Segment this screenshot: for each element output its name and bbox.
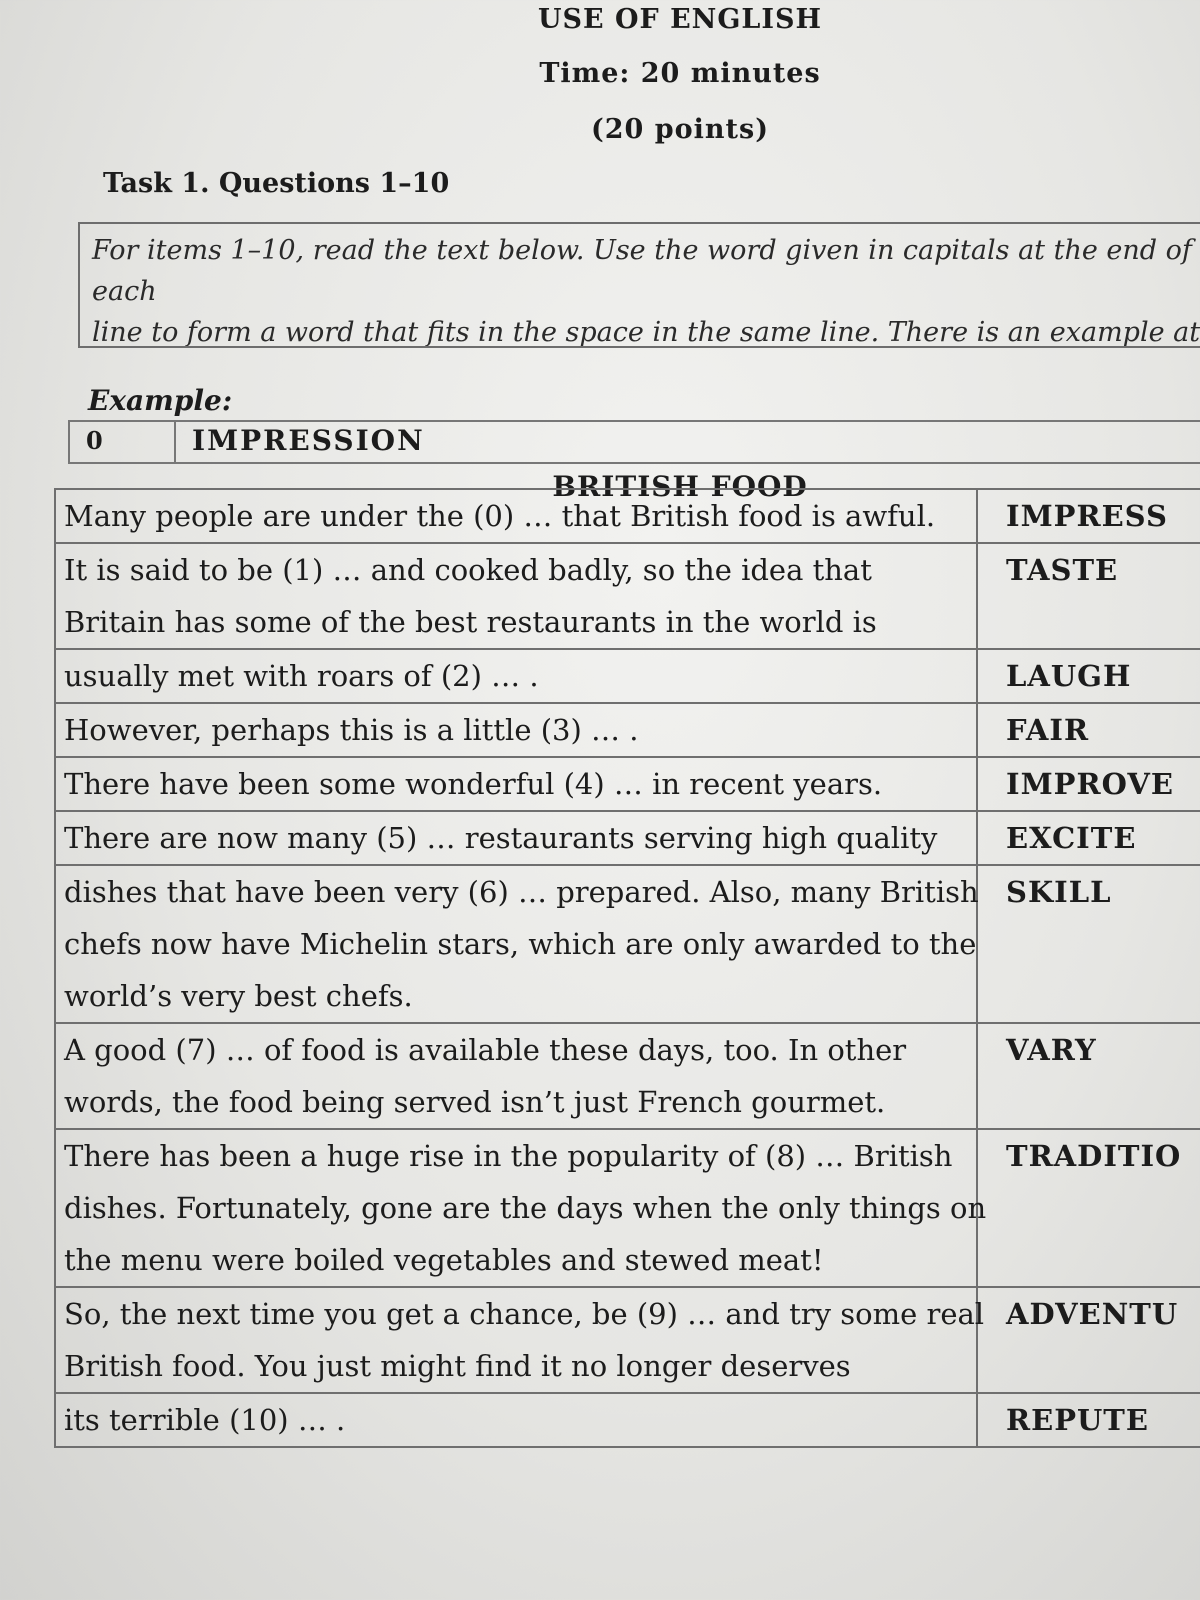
stem-word-cell: LAUGH xyxy=(977,649,1200,703)
stem-word-cell: REPUTE xyxy=(977,1393,1200,1447)
passage-line: It is said to be (1) … and cooked badly, so the idea that xyxy=(64,553,872,587)
example-box xyxy=(68,420,1200,464)
table-row xyxy=(55,489,1200,543)
stem-word-cell: ADVENTU xyxy=(977,1287,1200,1393)
stem-word-cell: EXCITE xyxy=(977,811,1200,865)
passage-line: So, the next time you get a chance, be (9) … and try some real xyxy=(64,1297,985,1331)
section-title: USE OF ENGLISH xyxy=(537,4,823,35)
table-row xyxy=(55,811,1200,865)
passage-text-cell xyxy=(55,1393,977,1447)
passage-text-cell xyxy=(55,757,977,811)
passage-text-cell xyxy=(55,1129,987,1287)
text-title: BRITISH FOOD xyxy=(552,470,808,503)
passage-text-cell xyxy=(55,543,977,649)
passage-line: words, the food being served isn’t just French gourmet. xyxy=(64,1085,886,1119)
time-limit: Time: 20 minutes xyxy=(539,58,821,89)
passage-line: its terrible (10) … . xyxy=(64,1403,346,1437)
passage-line: British food. You just might find it no longer deserves xyxy=(64,1349,851,1383)
passage-line: the menu were boiled vegetables and stewed meat! xyxy=(64,1243,824,1277)
passage-line: There have been some wonderful (4) … in recent years. xyxy=(64,767,883,801)
stem-word-cell: IMPRESS xyxy=(977,489,1200,543)
passage-line: A good (7) … of food is available these days, too. In other xyxy=(64,1033,907,1067)
table-row xyxy=(55,543,1200,649)
passage-text-cell xyxy=(55,489,977,543)
table-row xyxy=(55,757,1200,811)
passage-text-cell xyxy=(55,811,977,865)
table-row xyxy=(55,1129,1200,1287)
points-total: (20 points) xyxy=(591,114,769,145)
passage-line: dishes. Fortunately, gone are the days when the only things on xyxy=(64,1191,987,1225)
passage-line: There are now many (5) … restaurants serving high quality xyxy=(64,821,938,855)
table-row xyxy=(55,703,1200,757)
stem-word-cell: TRADITIO xyxy=(977,1129,1200,1287)
passage-line: dishes that have been very (6) … prepared. Also, many British xyxy=(64,875,979,909)
example-label: Example: xyxy=(88,384,233,417)
stem-word-cell: SKILL xyxy=(977,865,1200,1023)
passage-line: world’s very best chefs. xyxy=(64,979,413,1013)
passage-line: Many people are under the (0) … that British food is awful. xyxy=(64,499,936,533)
passage-text-cell xyxy=(55,1287,985,1393)
passage-line: However, perhaps this is a little (3) … . xyxy=(64,713,639,747)
stem-word-cell: IMPROVE xyxy=(977,757,1200,811)
table-row xyxy=(55,1287,1200,1393)
table-row xyxy=(55,1023,1200,1129)
table-row xyxy=(55,865,1200,1023)
instructions-box: For items 1–10, read the text below. Use the word given in capitals at the end of each line to form a word that fits in the space in the same line. There is an example at xyxy=(78,222,1200,348)
passage-line: There has been a huge rise in the popularity of (8) … British xyxy=(64,1139,953,1173)
stem-word-cell: VARY xyxy=(977,1023,1200,1129)
example-divider xyxy=(174,422,176,464)
passage-text-cell xyxy=(55,865,977,1023)
table-row xyxy=(55,1393,1200,1447)
task-heading: Task 1. Questions 1–10 xyxy=(103,168,450,199)
passage-line: Britain has some of the best restaurants in the world is xyxy=(64,605,877,639)
stem-word-cell: FAIR xyxy=(977,703,1200,757)
passage-line: chefs now have Michelin stars, which are only awarded to the xyxy=(64,927,977,961)
table-row xyxy=(55,649,1200,703)
word-formation-table xyxy=(54,488,1200,1448)
passage-text-cell xyxy=(55,1023,977,1129)
example-number: 0 xyxy=(86,426,103,455)
stem-word-cell: TASTE xyxy=(977,543,1200,649)
passage-text-cell xyxy=(55,649,977,703)
example-answer: IMPRESSION xyxy=(192,424,425,457)
passage-text-cell xyxy=(55,703,977,757)
passage-line: usually met with roars of (2) … . xyxy=(64,659,539,693)
